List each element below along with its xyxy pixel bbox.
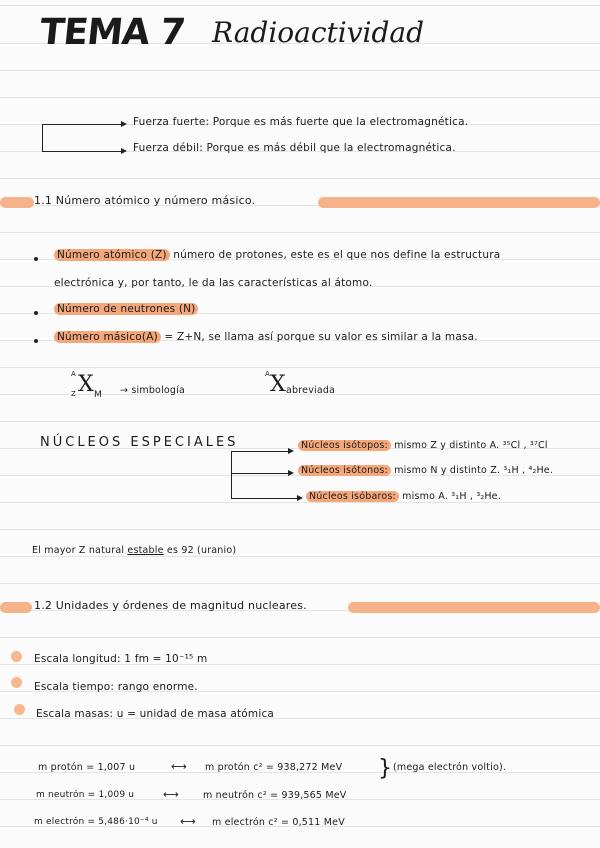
n-label: Número de neutrones (N) <box>54 303 198 315</box>
abbr-caption: abreviada <box>286 385 336 396</box>
neutron-mass-mev: m neutrón c² = 939,565 MeV <box>203 790 347 801</box>
special-vertical <box>231 451 232 498</box>
page-subtitle: Radioactividad <box>212 16 425 49</box>
z-label: Número atómico (Z) <box>54 249 170 261</box>
note-post: es 92 (uranio) <box>166 545 237 556</box>
bullet-mass <box>14 704 25 715</box>
isotopos-text: mismo Z y distinto A. <box>394 440 500 451</box>
isobaros-row <box>306 491 501 502</box>
scale-length: Escala longitud: 1 fm = 10⁻¹⁵ m <box>34 653 208 665</box>
special-heading: NÚCLEOS ESPECIALES <box>40 435 239 450</box>
mev-note: (mega electrón voltio). <box>393 762 507 773</box>
isobaros-text: mismo A. <box>402 491 449 502</box>
isotopos-label: Núcleos isótopos: <box>298 440 391 451</box>
special-arrow-3 <box>297 495 303 501</box>
symbol-sup-a: A <box>71 370 76 378</box>
bullet-a <box>34 339 38 343</box>
neutron-mass-u: m neutrón = 1,009 u <box>36 790 135 800</box>
note-stable: estable <box>127 545 164 556</box>
arrow-line-bottom <box>42 151 122 152</box>
z-line-1 <box>54 249 500 261</box>
special-arrow-1 <box>288 448 294 454</box>
proton-arrow: ⟷ <box>171 760 187 773</box>
note-pre: El mayor Z natural <box>32 545 125 556</box>
nuclide-abbr <box>262 368 382 402</box>
arrow-head-top <box>121 121 127 127</box>
section2-bar-left <box>0 602 32 613</box>
special-line-3 <box>231 498 299 499</box>
isotopos-example: ³⁵Cl , ³⁷Cl <box>502 440 548 451</box>
arrow-head-bottom <box>121 148 127 154</box>
scale-mass: Escala masas: u = unidad de masa atómica <box>36 708 275 720</box>
a-text: = Z+N, se llama así porque su valor es similar a la masa. <box>164 331 478 343</box>
symbol-letter: X <box>78 372 94 397</box>
section-bar-left <box>0 197 34 208</box>
bullet-n <box>34 311 38 315</box>
electron-arrow: ⟷ <box>180 815 196 828</box>
page-title: TEMA 7 <box>37 12 187 53</box>
bullet-z <box>34 257 38 261</box>
section-bar-right <box>318 197 600 208</box>
nuclide-symbol <box>66 368 126 402</box>
bullet-length <box>11 651 22 662</box>
a-label: Número másico(A) <box>54 331 161 343</box>
isotopos-row <box>298 440 548 451</box>
uranium-note <box>32 545 236 556</box>
z-text-2: electrónica y, por tanto, le da las características al átomo. <box>54 277 373 289</box>
special-line-1 <box>231 451 289 452</box>
bracket-vertical <box>42 124 43 152</box>
special-arrow-2 <box>288 470 294 476</box>
isotonos-label: Núcleos isótonos: <box>298 465 391 476</box>
special-line-2 <box>231 473 289 474</box>
abbr-sup-a: A <box>265 370 270 378</box>
neutron-arrow: ⟷ <box>163 788 179 801</box>
isobaros-label: Núcleos isóbaros: <box>306 491 399 502</box>
arrow-line-top <box>42 124 122 125</box>
n-line <box>54 303 198 315</box>
electron-mass-u: m electrón = 5,486·10⁻⁴ u <box>34 817 158 827</box>
symbol-caption: → simbología <box>120 385 186 396</box>
section-2-title: 1.2 Unidades y órdenes de magnitud nucleares. <box>34 599 307 612</box>
isotonos-text: mismo N y distinto Z. <box>394 465 501 476</box>
electron-mass-mev: m electrón c² = 0,511 MeV <box>212 817 345 828</box>
section2-bar-right <box>348 602 600 613</box>
bullet-time <box>11 677 22 688</box>
symbol-sub-m: M <box>94 390 102 400</box>
section-1-title: 1.1 Número atómico y número másico. <box>34 194 256 207</box>
a-line <box>54 331 478 343</box>
symbol-sub-z: Z <box>71 390 76 398</box>
scale-time: Escala tiempo: rango enorme. <box>34 681 198 693</box>
abbr-letter: X <box>270 372 286 397</box>
isotonos-example: ³₁H , ⁴₂He. <box>503 465 554 476</box>
proton-mass-u: m protón = 1,007 u <box>38 762 136 773</box>
proton-mass-mev: m protón c² = 938,272 MeV <box>205 762 343 773</box>
mev-brace: } <box>378 756 393 781</box>
z-text-1: número de protones, este es el que nos define la estructura <box>173 249 501 261</box>
isotonos-row <box>298 465 553 476</box>
fuerza-debil-text: Fuerza débil: Porque es más débil que la electromagnética. <box>133 142 456 154</box>
isobaros-example: ³₁H , ³₂He. <box>451 491 501 502</box>
fuerza-fuerte-text: Fuerza fuerte: Porque es más fuerte que la electromagnética. <box>133 116 469 128</box>
